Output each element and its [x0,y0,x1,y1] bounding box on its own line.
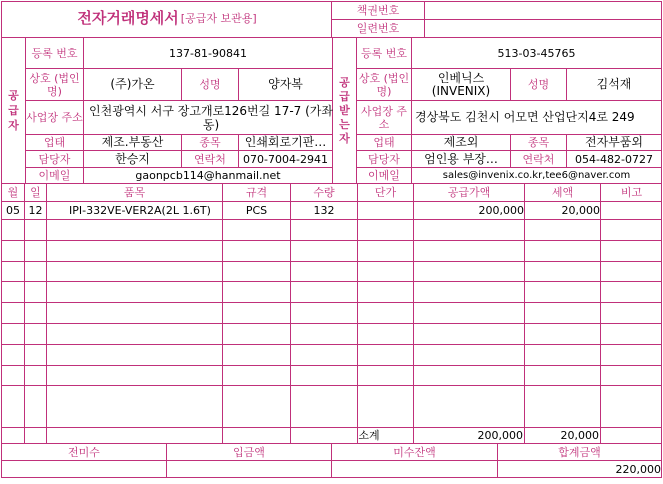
receiver-contact-person: 엄인용 부장… [424,151,498,166]
receiver-address: 경상북도 김천시 어모면 산업단지4로 249 [415,110,635,124]
supplier-phone: 070-7004-2941 [243,152,328,166]
cell-tax: 20,000 [561,204,600,217]
book-number-label: 책권번호 [356,4,400,17]
receiver-reg-label: 등록 번호 [360,46,407,60]
supplier-side-char: 급 [8,104,19,117]
cell-day: 12 [28,204,43,217]
header-note: 비고 [620,186,643,199]
header-month: 월 [7,186,19,199]
footer-deposit-label: 입금액 [233,445,265,459]
supplier-side-label [2,38,25,183]
header-qty: 수량 [313,186,335,199]
receiver-side-char: 받 [339,103,350,117]
receiver-side-label [333,38,356,183]
receiver-reg-number: 513-03-45765 [497,46,576,60]
receiver-side-char: 는 [339,117,350,131]
book-number-value [425,2,661,19]
subtotal-tax-amount: 20,000 [560,428,599,442]
receiver-company-name: 인베닉스 (INVENIX) [431,70,491,98]
header-unit-price: 단가 [374,186,397,199]
supplier-business-item: 인쇄회로기판… [244,135,327,149]
title-sub: [공급자 보관용] [180,11,257,25]
receiver-business-type: 제조외 [443,135,479,149]
supplier-representative: 양자복 [268,77,303,91]
receiver-phone: 054-482-0727 [575,152,653,166]
supplier-company-name: (주)가온 [110,77,155,91]
receiver-side-char: 급 [339,89,350,103]
supplier-address: 인천광역시 서구 장고개로126번길 17-7 (가좌동) [89,103,333,132]
cell-unit-price [358,202,416,219]
receiver-business-item: 전자부품외 [585,135,643,149]
receiver-rep-label: 성명 [527,78,550,91]
supplier-business-type: 제조.부동산 [101,135,164,149]
document-title [4,4,330,32]
cell-qty: 132 [313,204,335,217]
supplier-name-label: 상호 (법인명) [29,71,80,98]
supplier-reg-label: 등록 번호 [31,46,78,60]
receiver-side-char: 자 [339,131,350,145]
header-supply-amount: 공급가액 [447,186,491,199]
footer-prev-balance-label: 전미수 [68,445,100,459]
supplier-item-label: 종목 [199,136,221,149]
receiver-person-label: 담당자 [368,152,400,166]
header-day: 일 [30,186,41,199]
supplier-contact-person: 한승지 [115,151,150,166]
supplier-email-label: 이메일 [38,169,71,182]
cell-item: IPI-332VE-VER2A(2L 1.6T) [69,204,211,217]
header-item: 품목 [123,186,146,199]
cell-supply-amount: 200,000 [478,204,524,217]
serial-number-label: 일련번호 [356,22,400,35]
supplier-phone-label: 연락처 [194,152,226,166]
serial-number-value [425,20,661,37]
receiver-representative: 김석재 [596,77,632,91]
subtotal-supply-amount: 200,000 [477,428,523,442]
supplier-side-char: 자 [8,119,19,132]
header-spec: 규격 [245,186,268,199]
supplier-reg-number: 137-81-90841 [169,46,247,60]
cell-spec: PCS [245,204,268,217]
supplier-address-label: 사업장 주소 [26,111,83,124]
receiver-address-label: 사업장 주소 [360,104,407,131]
supplier-side-char: 공 [8,89,19,102]
receiver-side-char: 공 [339,75,350,89]
supplier-biz-label: 업태 [43,136,66,149]
footer-total-label: 합계금액 [558,445,601,459]
footer-deposit-value [167,461,334,477]
supplier-email: gaonpcb114@hanmail.net [135,169,281,182]
receiver-phone-label: 연락처 [522,152,555,166]
cell-month: 05 [6,204,20,217]
cell-note [601,202,662,219]
receiver-biz-label: 업태 [373,136,395,149]
receiver-name-label: 상호 (법인명) [358,71,410,98]
footer-prev-balance-value [2,461,169,477]
supplier-person-label: 담당자 [38,152,71,166]
supplier-rep-label: 성명 [199,78,221,91]
header-tax: 세액 [551,186,574,199]
footer-total-value: 220,000 [615,462,661,476]
receiver-email: sales@invenix.co.kr,tee6@naver.com [442,170,631,181]
subtotal-label: 소계 [358,428,380,442]
title-main: 전자거래명세서 [77,8,179,27]
footer-unpaid-value [332,461,500,477]
receiver-email-label: 이메일 [368,169,400,182]
receiver-item-label: 종목 [527,136,550,149]
footer-unpaid-label: 미수잔액 [393,445,436,459]
